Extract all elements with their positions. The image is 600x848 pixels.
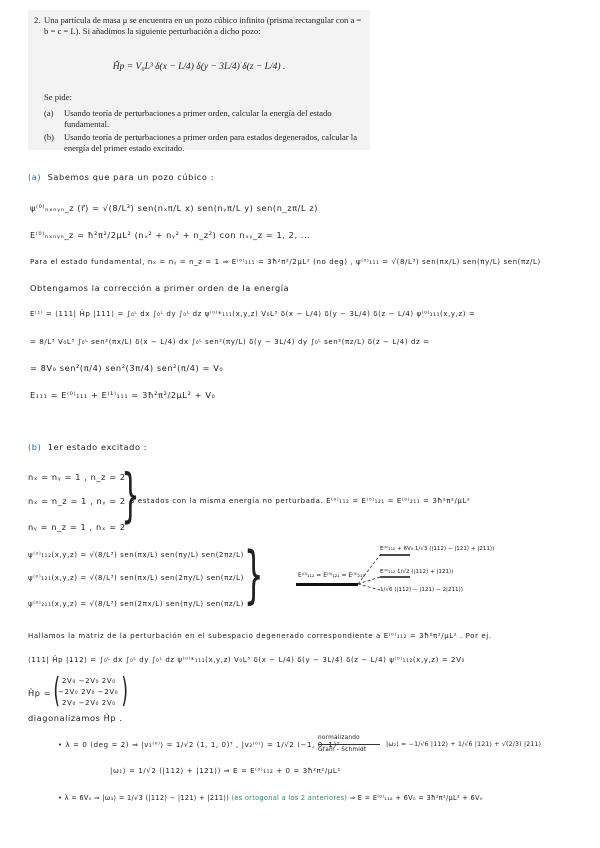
omega-1-result: |ω₁⟩ = 1/√2 (|112⟩ + |121⟩) ⇒ E = E⁽⁰⁾₁₁₂ + 0 = 3ħ²π²/μL² (110, 767, 341, 775)
hp-matrix-label: Ĥp = (28, 688, 52, 698)
omega-3-energy: ⇒ E = E⁽⁰⁾₁₁₂ + 6V₀ = 3ħ²π²/μL² + 6V₀ (349, 794, 483, 802)
degenerate-state-3: nᵧ = n_z = 1 , nₓ = 2 (28, 522, 126, 532)
matrix-right-paren: ) (121, 671, 128, 711)
first-order-integral: E⁽¹⁾ = ⟨111| Ĥp |111⟩ = ∫₀ᴸ dx ∫₀ᴸ dy ∫₀ᴸ dz ψ⁽⁰⁾*₁₁₁(x,y,z) V₀L³ δ(x − L/4) δ(y − 3L/4) δ(z − L/4) ψ⁽⁰⁾₁₁₁(x,y,z) = (30, 310, 476, 318)
omega-3: • λ = 6V₀ ⇒ |ω₃⟩ = 1/√3 (|112⟩ − |121⟩ + |211⟩) (58, 794, 230, 802)
part-a-label: (a) (28, 172, 42, 182)
gram-schmidt-arrow (318, 744, 380, 745)
degenerate-states-note: 3 estados con la misma energía no perturbada. E⁽⁰⁾₁₁₂ = E⁽⁰⁾₁₂₁ = E⁽⁰⁾₂₁₁ = 3ħ²π²/μL² (130, 497, 471, 505)
states-brace: } (121, 461, 140, 529)
psi-112: ψ⁽⁰⁾₁₁₂(x,y,z) = √(8/L³) sen(πx/L) sen(πy/L) sen(2πz/L) (28, 551, 244, 559)
part-b-intro: 1er estado excitado : (47, 442, 148, 452)
psi-brace: } (243, 538, 264, 611)
hp-row-1: 2V₀ −2V₀ 2V₀ (62, 677, 116, 685)
gram-schmidt-bottom: Gram - Schmidt (318, 747, 367, 753)
degenerate-state-1: nₓ = nᵧ = 1 , n_z = 2 (28, 472, 126, 482)
degenerate-state-2: nₓ = n_z = 1 , nᵧ = 2 (28, 496, 126, 506)
item-b-label: (b) (44, 132, 55, 142)
item-a-text: Usando teoría de perturbaciones a primer orden, calcular la energía del estado fundamental. (64, 108, 332, 129)
matrix-left-paren: ( (53, 671, 60, 711)
eigen-lambda-0: • λ = 0 (deg = 2) ⇒ |v₁⁽⁰⁾⟩ = 1/√2 (1, 1, 0)ᵀ , |v₂⁽⁰⁾⟩ = 1/√2 (−1, 0, 1)ᵀ (58, 741, 341, 749)
orthogonal-note: (es ortogonal a los 2 anteriores) (231, 794, 348, 802)
diagonalize-line: diagonalizamos Ĥp . (28, 713, 123, 723)
diagram-mid-label: E⁽⁰⁾₁₁₂ 1/√2 (|112⟩ + |121⟩) (380, 569, 454, 575)
part-a-intro: Sabemos que para un pozo cúbico : (47, 172, 215, 182)
part-b-label: (b) (28, 442, 42, 452)
gram-schmidt-top: normalizando (318, 735, 360, 741)
item-b-text: Usando teoría de perturbaciones a primer orden para estados degenerados, calcular la energía del primer estado excitado. (64, 132, 358, 153)
perturbation-equation: Ĥp = V₀L³ δ(x − L/4) δ(y − 3L/4) δ(z − L/4) . (112, 62, 286, 72)
psi-definition: ψ⁽⁰⁾ₙₓₙᵧₙ_z (r⃗) = √(8/L³) sen(nₓπ/L x) sen(nᵧπ/L y) sen(n_zπ/L z) (30, 203, 319, 213)
matrix-element: ⟨111| Ĥp |112⟩ = ∫₀ᴸ dx ∫₀ᴸ dy ∫₀ᴸ dz ψ⁽⁰⁾*₁₁₁(x,y,z) V₀L³ δ(x − L/4) δ(y − 3L/4) δ(z − L/4) ψ⁽⁰⁾₁₁₂(x,y,z) = 2V₀ (28, 656, 465, 664)
first-order-integral-2: = 8/L³ V₀L³ ∫₀ᴸ sen²(πx/L) δ(x − L/4) dx ∫₀ᴸ sen²(πy/L) δ(y − 3L/4) dy ∫₀ᴸ sen²(πz/L) δ(z − L/4) dz = (30, 338, 430, 346)
energy-definition: E⁽⁰⁾ₙₓₙᵧₙ_z = ħ²π²/2μL² (nₓ² + nᵧ² + n_z²) con nₓᵧ_z = 1, 2, ... (30, 230, 311, 240)
correction-intro: Obtengamos la corrección a primer orden de la energía (30, 283, 290, 293)
problem-statement: Una partícula de masa μ se encuentra en un pozo cúbico infinito (prisma rectangular con a = b = c = L). Si añadimos la siguiente perturbación a dicho pozo: (44, 15, 362, 36)
problem-number: 2. (34, 15, 41, 25)
split-line-bot (358, 584, 380, 590)
diagram-top-label: E⁽⁰⁾₁₁₂ + 6V₀ 1/√3 (|112⟩ − |121⟩ + |211⟩) (380, 546, 495, 552)
omega-2: |ω₂⟩ = −1/√6 |112⟩ + 1/√6 |121⟩ + √(2/3) |211⟩ (386, 741, 542, 748)
first-order-result: = 8V₀ sen²(π/4) sen²(3π/4) sen²(π/4) = V₀ (30, 363, 224, 373)
hp-row-2: −2V₀ 2V₀ −2V₀ (58, 688, 119, 696)
hp-row-3: 2V₀ −2V₀ 2V₀ (62, 699, 116, 707)
unperturbed-level-label: E⁽⁰⁾₁₁₂ = E⁽⁰⁾₁₂₁ = E⁽⁰⁾₂₁₁ (298, 572, 365, 579)
eigen-lambda-6v0 (58, 794, 483, 802)
psi-211: ψ⁽⁰⁾₂₁₁(x,y,z) = √(8/L³) sen(2πx/L) sen(πy/L) sen(πz/L) (28, 600, 244, 608)
psi-121: ψ⁽⁰⁾₁₂₁(x,y,z) = √(8/L³) sen(πx/L) sen(2πy/L) sen(πz/L) (28, 574, 244, 582)
se-pide-label: Se pide: (44, 92, 72, 102)
split-line-mid (358, 577, 380, 584)
item-a-label: (a) (44, 108, 54, 118)
matrix-intro: Hallamos la matriz de la perturbación en el subespacio degenerado correspondiente a E⁽⁰⁾₁₁₂ = 3ħ²π²/μL² . Por ej. (28, 632, 492, 640)
ground-energy-result: E₁₁₁ = E⁽⁰⁾₁₁₁ + E⁽¹⁾₁₁₁ = 3ħ²π²/2μL² + V₀ (30, 390, 216, 400)
diagram-bot-label: 1/√6 (|112⟩ − |121⟩ − 2|211⟩) (380, 587, 463, 593)
split-line-top (358, 555, 380, 584)
ground-state-line: Para el estado fundamental, nₓ = nᵧ = n_z = 1 ⇒ E⁽⁰⁾₁₁₁ = 3ħ²π²/2μL² (no deg) , ψ⁽⁰⁾₁₁₁ = √(8/L³) sen(πx/L) sen(πy/L) sen(πz/L) (30, 258, 541, 266)
